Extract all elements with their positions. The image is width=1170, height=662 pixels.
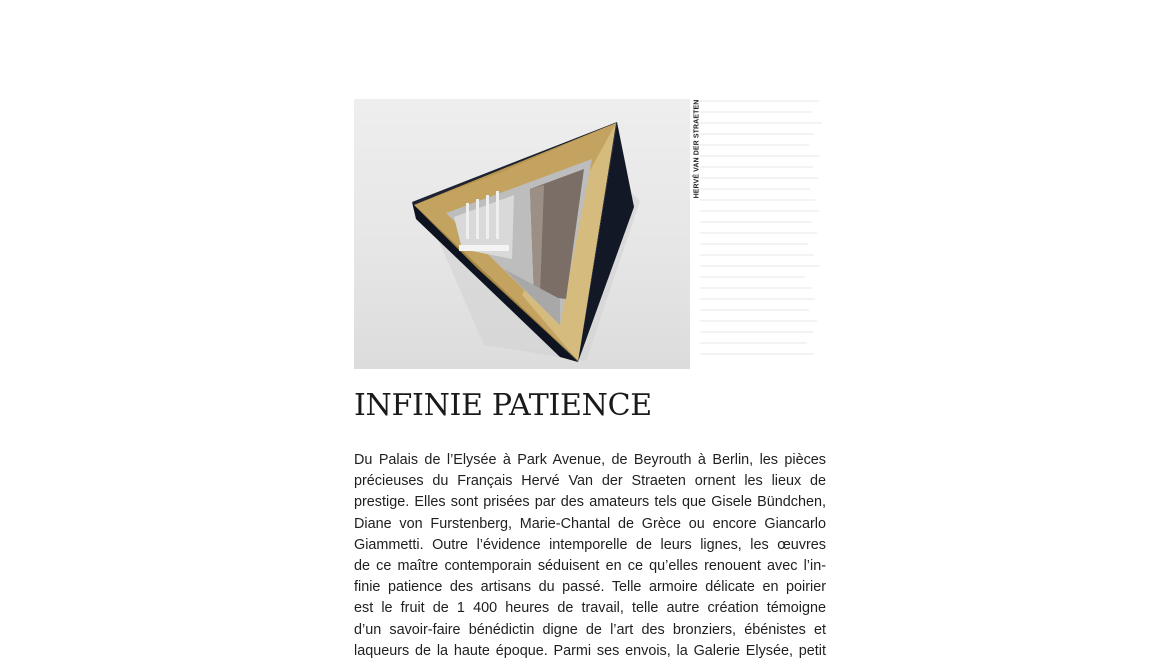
triangular-mirror-sculpture-image <box>354 99 690 369</box>
body-line-cut-off: laqueurs de la haute époque. Parmi ses envois, la Galerie Elysée, petit <box>354 642 826 659</box>
article-body <box>354 450 826 659</box>
body-line: Du Palais de l’Elysée à Park Avenue, de Beyrouth à Berlin, les pièces <box>354 452 826 468</box>
body-line: est le fruit de 1 400 heures de travail, telle autre création témoigne <box>354 600 826 617</box>
article-title: INFINIE PATIENCE <box>354 388 652 423</box>
body-line: d’un savoir-faire bénédictin digne de l’art des bronziers, ébénistes et <box>354 621 826 638</box>
body-line: Diane von Furstenberg, Marie-Chantal de Grèce ou encore Giancarlo <box>354 515 826 532</box>
photo-credit-text: HERVÉ VAN DER STRAETEN <box>693 99 701 199</box>
body-line: précieuses du Français Hervé Van der Straeten ornent les lieux de <box>354 473 826 490</box>
body-line: Giammetti. Outre l’évidence intemporelle de leurs lignes, les œuvres <box>354 536 826 553</box>
body-line: finie patience des artisans du passé. Telle armoire délicate en poirier <box>354 579 826 596</box>
show-through-text-column <box>700 100 824 440</box>
article-photo <box>354 99 690 369</box>
body-line: de ce maître contemporain séduisent en ce qu’elles renouent avec l’in- <box>354 558 826 575</box>
body-line: prestige. Elles sont prisées par des amateurs tels que Gisele Bündchen, <box>354 494 826 511</box>
